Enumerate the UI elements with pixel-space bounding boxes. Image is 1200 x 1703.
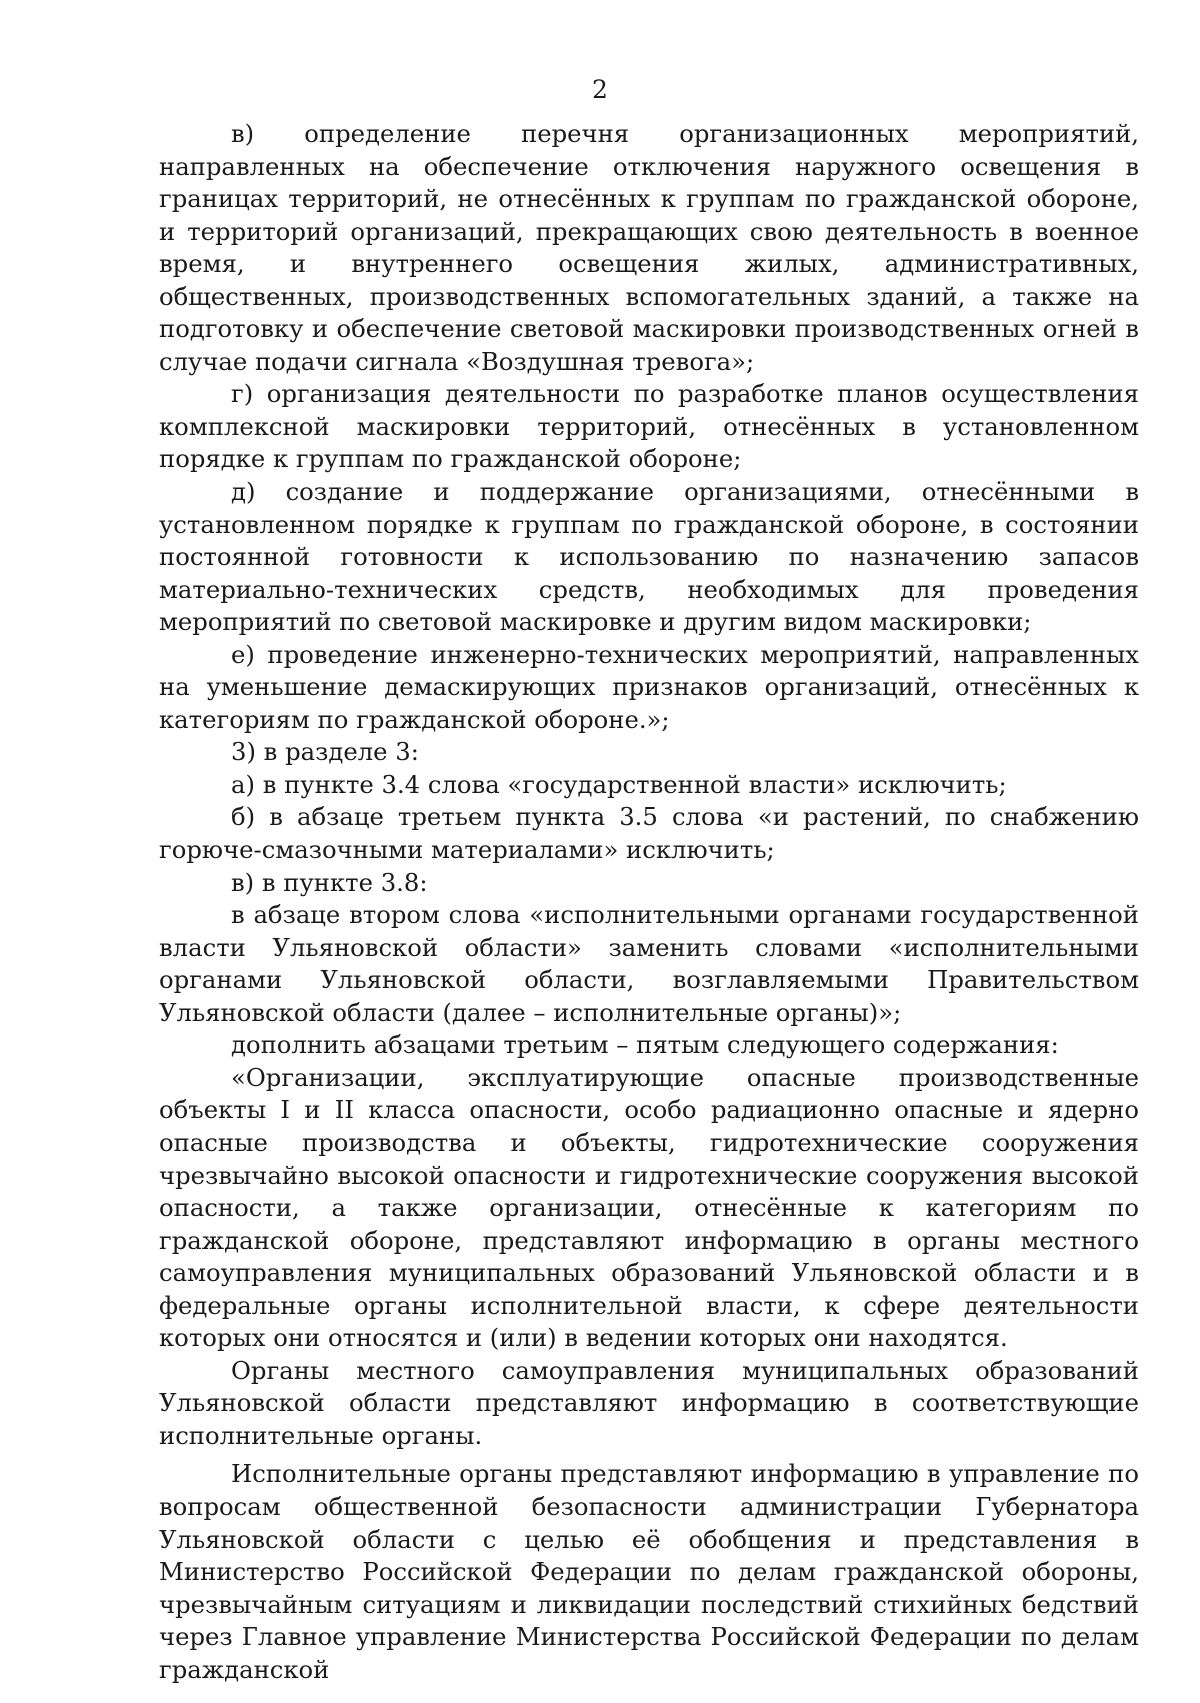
paragraph-item-g: г) организация деятельности по разработке планов осуществления комплексной маскировки территорий, отнесённых в установленном порядке к группам по гражданской обороне; xyxy=(159,379,1139,474)
paragraph-item-b: б) в абзаце третьем пункта 3.5 слова «и растений, по снабжению горюче-смазочными материалами» исключить; xyxy=(159,802,1139,865)
paragraph-local-government: Органы местного самоуправления муниципальных образований Ульяновской области представляют информацию в соответствующие исполнительные органы. xyxy=(159,1355,1139,1450)
paragraph-item-v: в) определение перечня организационных мероприятий, направленных на обеспечение отключения наружного освещения в границах территорий, не отнесённых к группам по гражданской обороне, и территорий организаций, прекращающих свою деятельность в военное время, и внутреннего освещения жилых, административных, общественных, производственных вспомогательных зданий, а также на подготовку и обеспечение световой маскировки производственных огней в случае подачи сигнала «Воздушная тревога»; xyxy=(159,119,1139,376)
paragraph-item-e: е) проведение инженерно-технических мероприятий, направленных на уменьшение демаскирующих признаков организаций, отнесённых к категориям по гражданской обороне.»; xyxy=(159,639,1139,734)
page-number: 2 xyxy=(592,75,608,104)
paragraph-second-abzac: в абзаце втором слова «исполнительными органами государственной власти Ульяновской области» заменить словами «исполнительными органами Ульяновской области, возглавляемыми Правительством Ульяновской области (далее – исполнительные органы)»; xyxy=(159,900,1139,1027)
paragraph-add-abzacs: дополнить абзацами третьим – пятым следующего содержания: xyxy=(231,1030,1059,1060)
paragraph-organizations: «Организации, эксплуатирующие опасные производственные объекты I и II класса опасности, особо радиационно опасные и ядерно опасные производства и объекты, гидротехнические сооружения чрезвычайно высокой опасности и гидротехнические сооружения высокой опасности, а также организации, отнесённые к категориям по гражданской обороне, представляют информацию в органы местного самоуправления муниципальных образований Ульяновской области и в федеральные органы исполнительной власти, к сфере деятельности которых они относятся и (или) в ведении которых они находятся. xyxy=(159,1062,1139,1353)
document-body xyxy=(159,118,1139,1686)
paragraph-item-v-3-8: в) в пункте 3.8: xyxy=(231,867,428,897)
paragraph-item-a: а) в пункте 3.4 слова «государственной власти» исключить; xyxy=(231,769,1007,799)
paragraph-section-3: 3) в разделе 3: xyxy=(231,737,419,767)
paragraph-executive-bodies: Исполнительные органы представляют информацию в управление по вопросам общественной безопасности администрации Губернатора Ульяновской области с целью её обобщения и представления в Министерство Российской Федерации по делам гражданской обороны, чрезвычайным ситуациям и ликвидации последствий стихийных бедствий через Главное управление Министерства Российской Федерации по делам гражданской xyxy=(159,1459,1139,1684)
paragraph-item-d: д) создание и поддержание организациями, отнесёнными в установленном порядке к группам по гражданской обороне, в состоянии постоянной готовности к использованию по назначению запасов материально-технических средств, необходимых для проведения мероприятий по световой маскировке и другим видом маскировки; xyxy=(159,477,1139,637)
